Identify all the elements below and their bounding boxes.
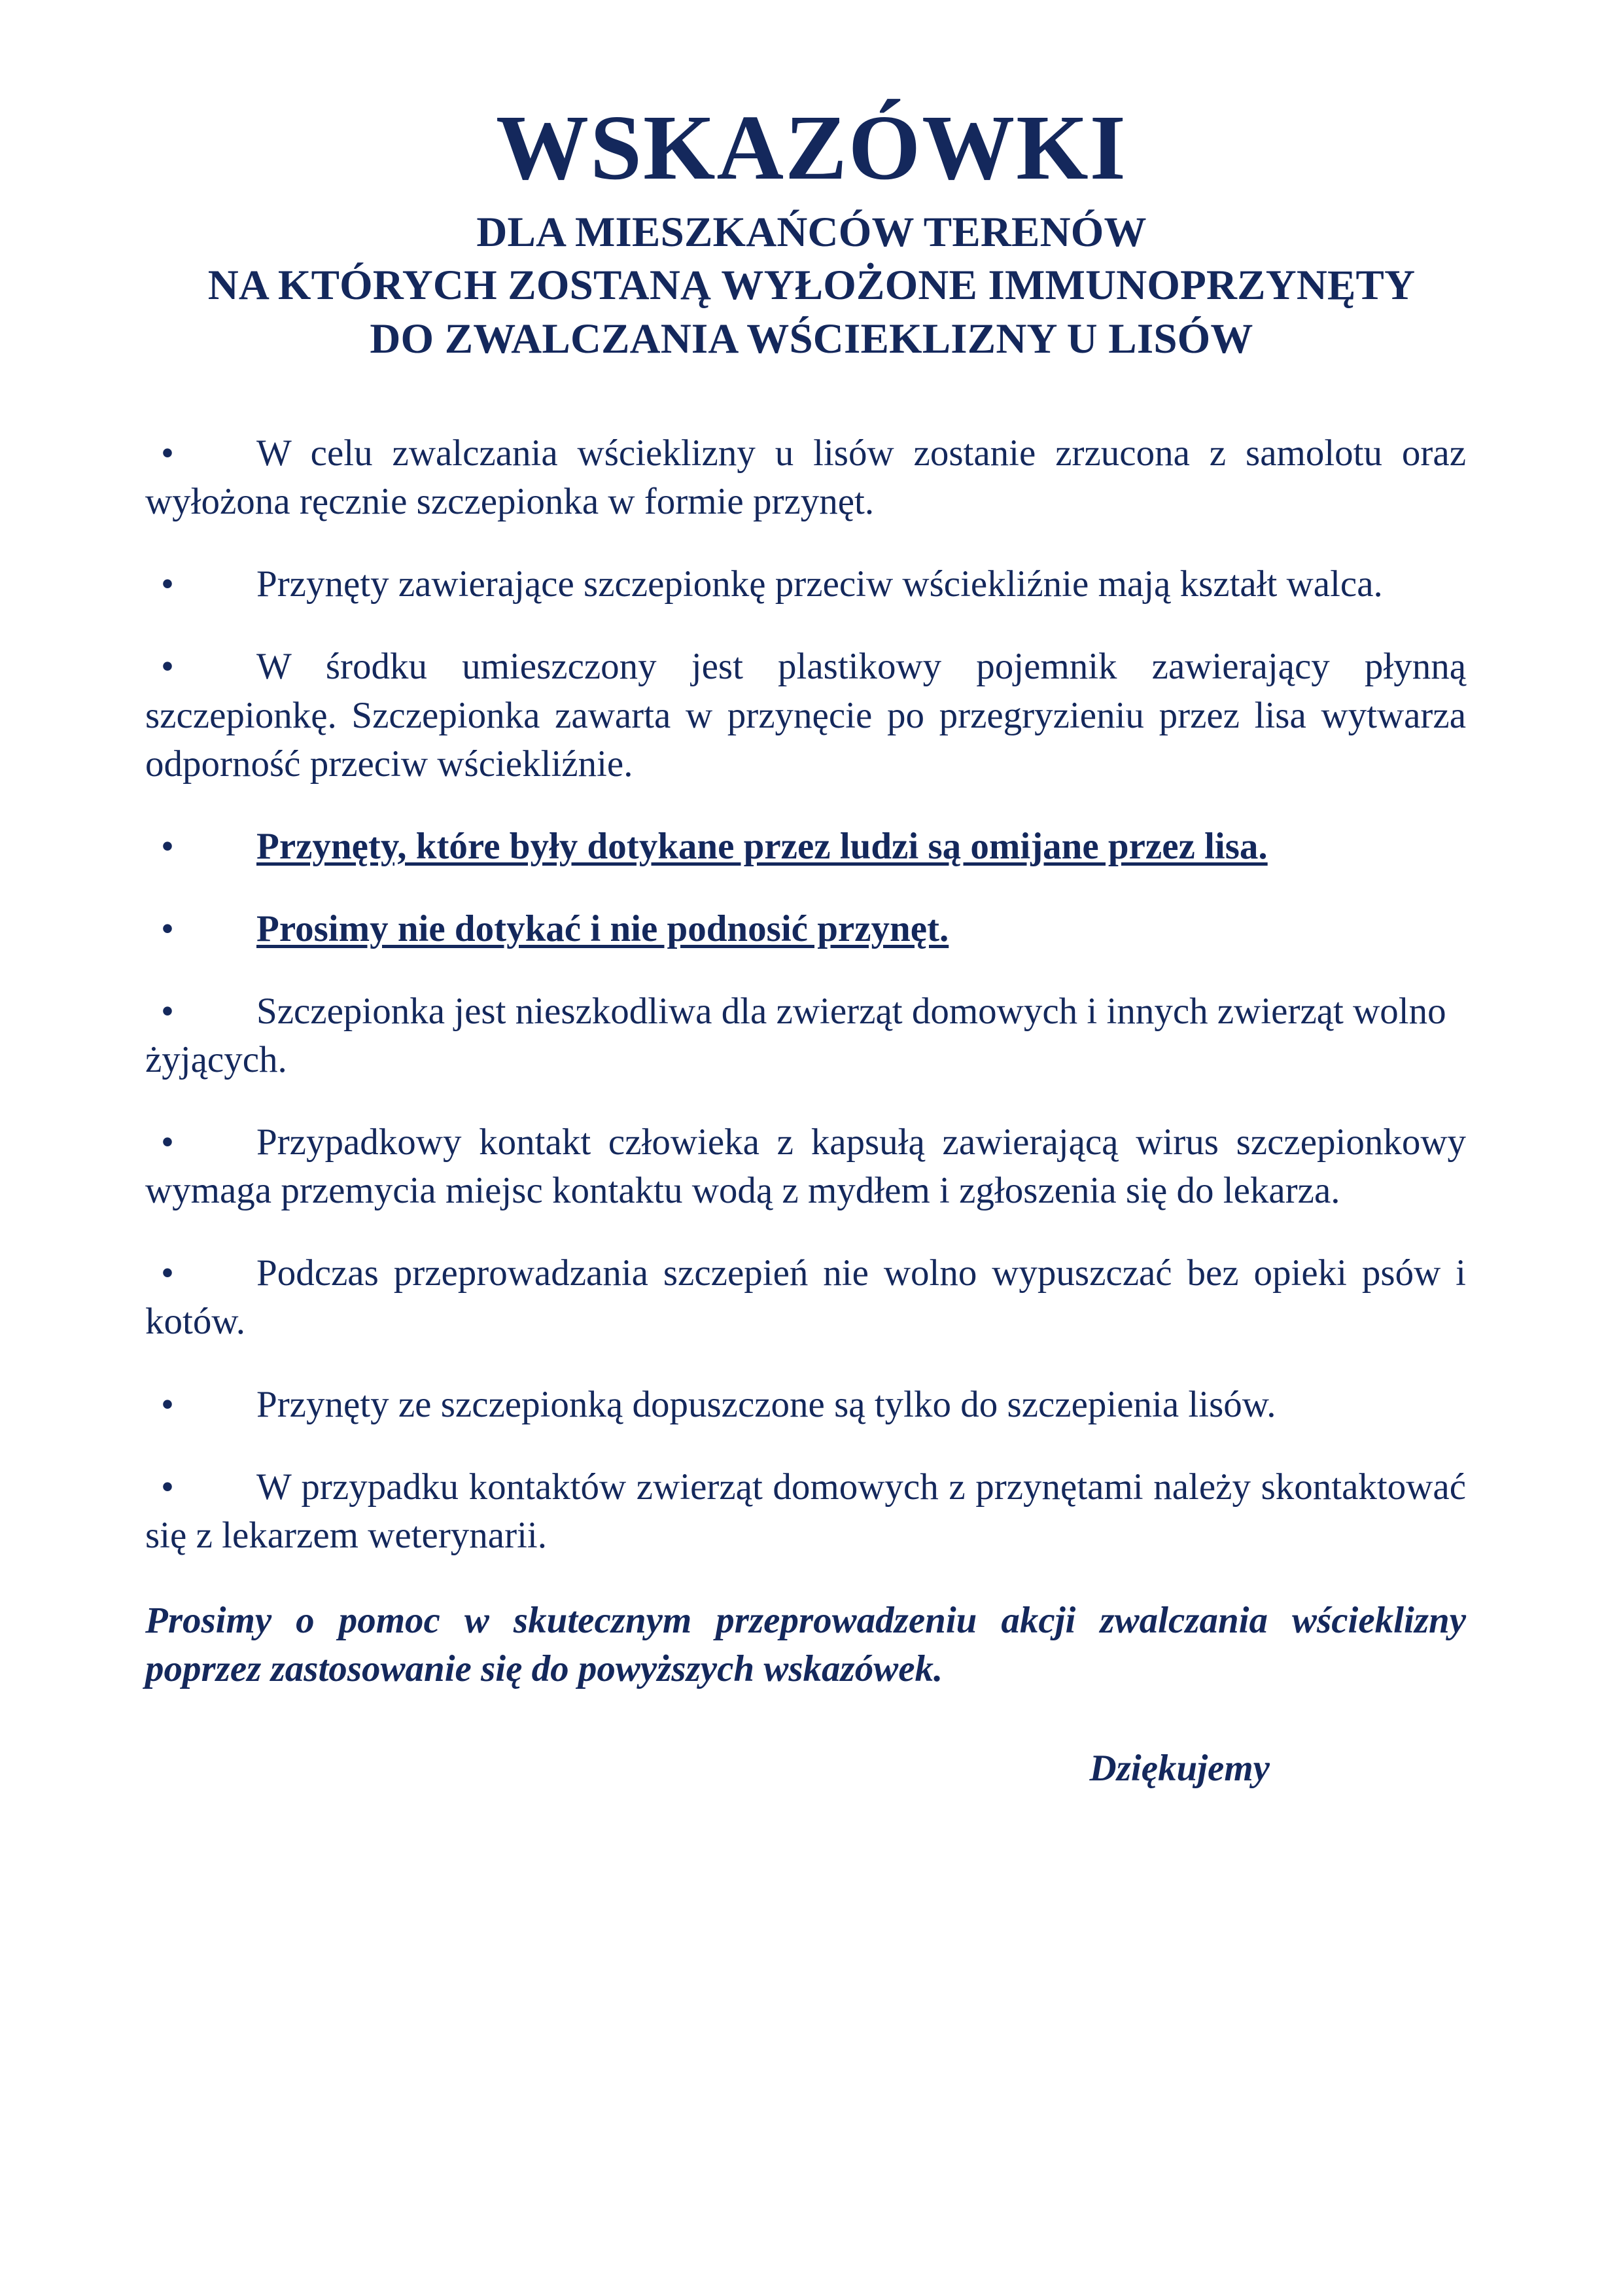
bullet-marker-icon: • bbox=[161, 1122, 174, 1163]
list-item-text: W środku umieszczony jest plastikowy pojemnik zawierający płynną szczepionkę. Szczepionka zawarta w przynęcie po przegryzieniu przez lisa wytwarza odporność przeciw wściekliźnie. bbox=[145, 646, 1466, 785]
body-content bbox=[0, 429, 1623, 1790]
subtitle-line-3: DO ZWALCZANIA WŚCIEKLIZNY U LISÓW bbox=[370, 315, 1253, 363]
closing-paragraph: Prosimy o pomoc w skutecznym przeprowadzeniu akcji zwalczania wścieklizny poprzez zastosowanie się do powyższych wskazówek. bbox=[145, 1599, 1466, 1689]
signature-text: Dziękujemy bbox=[1089, 1747, 1270, 1789]
list-item bbox=[145, 429, 1466, 526]
bullet-marker-icon: • bbox=[161, 563, 174, 605]
bullet-marker-icon: • bbox=[161, 1466, 174, 1508]
list-item-emphasized bbox=[145, 822, 1466, 871]
list-item bbox=[145, 1463, 1466, 1560]
bullet-marker-icon: • bbox=[161, 433, 174, 474]
subtitle-line-2: NA KTÓRYCH ZOSTANĄ WYŁOŻONE IMMUNOPRZYNĘTY bbox=[207, 262, 1416, 309]
bullet-marker-icon: • bbox=[161, 908, 174, 949]
list-item-text: Szczepionka jest nieszkodliwa dla zwierząt domowych i innych zwierząt wolno żyjących. bbox=[145, 990, 1446, 1081]
list-item bbox=[145, 987, 1466, 1084]
list-item-text: W celu zwalczania wścieklizny u lisów zostanie zrzucona z samolotu oraz wyłożona ręcznie szczepionka w formie przynęt. bbox=[145, 433, 1466, 523]
list-item-text: Podczas przeprowadzania szczepień nie wolno wypuszczać bez opieki psów i kotów. bbox=[145, 1252, 1466, 1343]
list-item-text: Przynęty zawierające szczepionkę przeciw wściekliźnie mają kształt walca. bbox=[256, 563, 1383, 605]
bullet-marker-icon: • bbox=[161, 825, 174, 867]
subtitle-line-1: DLA MIESZKAŃCÓW TERENÓW bbox=[476, 208, 1147, 256]
page-title: WSKAZÓWKI bbox=[496, 96, 1127, 199]
list-item-text: Przypadkowy kontakt człowieka z kapsułą zawierającą wirus szczepionkowy wymaga przemycia miejsc kontaktu wodą z mydłem i zgłoszenia się do lekarza. bbox=[145, 1122, 1466, 1212]
list-item-text: Przynęty ze szczepionką dopuszczone są tylko do szczepienia lisów. bbox=[256, 1383, 1276, 1425]
list-item bbox=[145, 1118, 1466, 1215]
list-item-text: Prosimy nie dotykać i nie podnosić przynęt. bbox=[256, 908, 949, 949]
bullet-marker-icon: • bbox=[161, 990, 174, 1032]
bullet-marker-icon: • bbox=[161, 646, 174, 688]
bullet-marker-icon: • bbox=[161, 1383, 174, 1425]
list-item bbox=[145, 643, 1466, 788]
list-item bbox=[145, 1381, 1466, 1429]
bullet-marker-icon: • bbox=[161, 1252, 174, 1294]
list-item-text: Przynęty, które były dotykane przez ludzi są omijane przez lisa. bbox=[256, 825, 1268, 867]
title-block bbox=[0, 0, 1623, 366]
list-item-text: W przypadku kontaktów zwierząt domowych z przynętami należy skontaktować się z lekarzem weterynarii. bbox=[145, 1466, 1466, 1556]
list-item bbox=[145, 560, 1466, 609]
list-item bbox=[145, 1249, 1466, 1346]
list-item-emphasized bbox=[145, 905, 1466, 953]
